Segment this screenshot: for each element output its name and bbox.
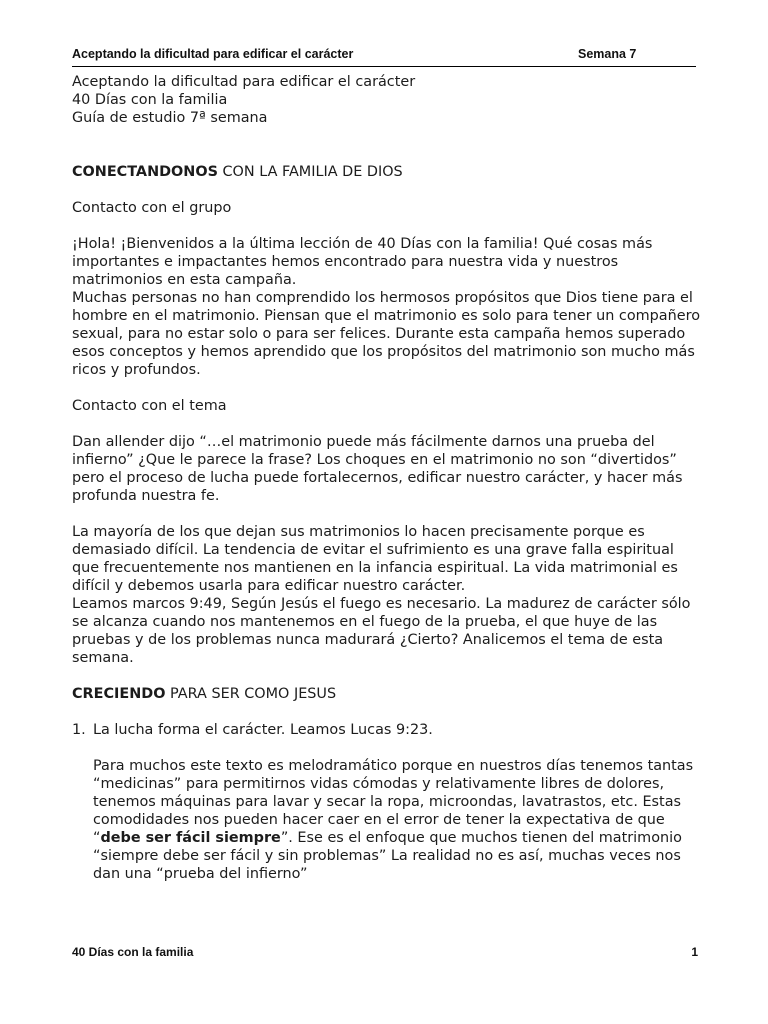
paragraph	[72, 757, 702, 883]
paragraph: La mayoría de los que dejan sus matrimonios lo hacen precisamente porque es demasiado difícil. La tendencia de evitar el sufrimiento es una grave falla espiritual que frecuentemente nos mantienen en la infancia espiritual. La vida matrimonial es difícil y debemos usarla para edificar nuestro carácter.	[72, 524, 678, 594]
list-item-text: La lucha forma el carácter. Leamos Lucas 9:23.	[93, 722, 433, 738]
subheading-contacto-grupo: Contacto con el grupo	[72, 200, 232, 216]
page-footer	[72, 945, 698, 959]
page-header	[72, 46, 696, 67]
list-number: 1.	[72, 722, 86, 738]
document-body	[72, 73, 702, 883]
paragraph: Dan allender dijo “…el matrimonio puede más fácilmente darnos una prueba del infierno” ¿Que le parece la frase? Los choques en el matrimonio no son “divertidos” pero el proceso de lucha puede fortalecernos, edificar nuestro carácter, y hacer más profunda nuestra fe.	[72, 434, 683, 504]
section-heading-bold: CONECTANDONOS	[72, 164, 218, 180]
paragraph-text: ”. Ese es el enfoque que muchos tienen del matrimonio “siempre debe ser fácil y sin problemas” La realidad no es así, muchas veces nos dan una “prueba del infierno”	[93, 830, 682, 882]
header-week: Semana 7	[578, 47, 637, 61]
intro-subtitle: 40 Días con la familia	[72, 92, 228, 108]
paragraph: ¡Hola! ¡Bienvenidos a la última lección de 40 Días con la familia! Qué cosas más importantes e impactantes hemos encontrado para nuestra vida y nuestros matrimonios en esta campaña.	[72, 236, 653, 288]
intro-guide: Guía de estudio 7ª semana	[72, 110, 268, 126]
section-heading-creciendo	[72, 685, 702, 703]
emphasis-text: debe ser fácil siempre	[100, 830, 281, 846]
section-heading-conectandonos	[72, 163, 702, 181]
section-heading-rest: PARA SER COMO JESUS	[165, 686, 337, 702]
section-heading-bold: CRECIENDO	[72, 686, 166, 702]
subheading-contacto-tema: Contacto con el tema	[72, 398, 227, 414]
intro-title: Aceptando la dificultad para edificar el carácter	[72, 74, 416, 90]
footer-title: 40 Días con la familia	[72, 945, 194, 959]
paragraph: Leamos marcos 9:49, Según Jesús el fuego es necesario. La madurez de carácter sólo se alcanza cuando nos mantenemos en el fuego de la prueba, el que huye de las pruebas y de los problemas nunca madurará ¿Cierto? Analicemos el tema de esta semana.	[72, 596, 691, 666]
header-title: Aceptando la dificultad para edificar el carácter	[72, 47, 354, 61]
paragraph: Muchas personas no han comprendido los hermosos propósitos que Dios tiene para el hombre en el matrimonio. Piensan que el matrimonio es solo para tener un compañero sexual, para no estar solo o para ser felices. Durante esta campaña hemos superado esos conceptos y hemos aprendido que los propósitos del matrimonio son mucho más ricos y profundos.	[72, 290, 700, 378]
paragraph-text: Para muchos este texto es melodramático porque en nuestros días tenemos tantas “medicinas” para permitirnos vidas cómodas y relativamente libres de dolores, tenemos máquinas para lavar y secar la ropa, microondas, lavatrastos, etc. Estas comodidades nos pueden hacer caer en el error de tener la expectativa de que “	[93, 758, 694, 846]
page-number: 1	[691, 945, 698, 959]
list-item	[72, 721, 702, 739]
section-heading-rest: CON LA FAMILIA DE DIOS	[217, 164, 403, 180]
